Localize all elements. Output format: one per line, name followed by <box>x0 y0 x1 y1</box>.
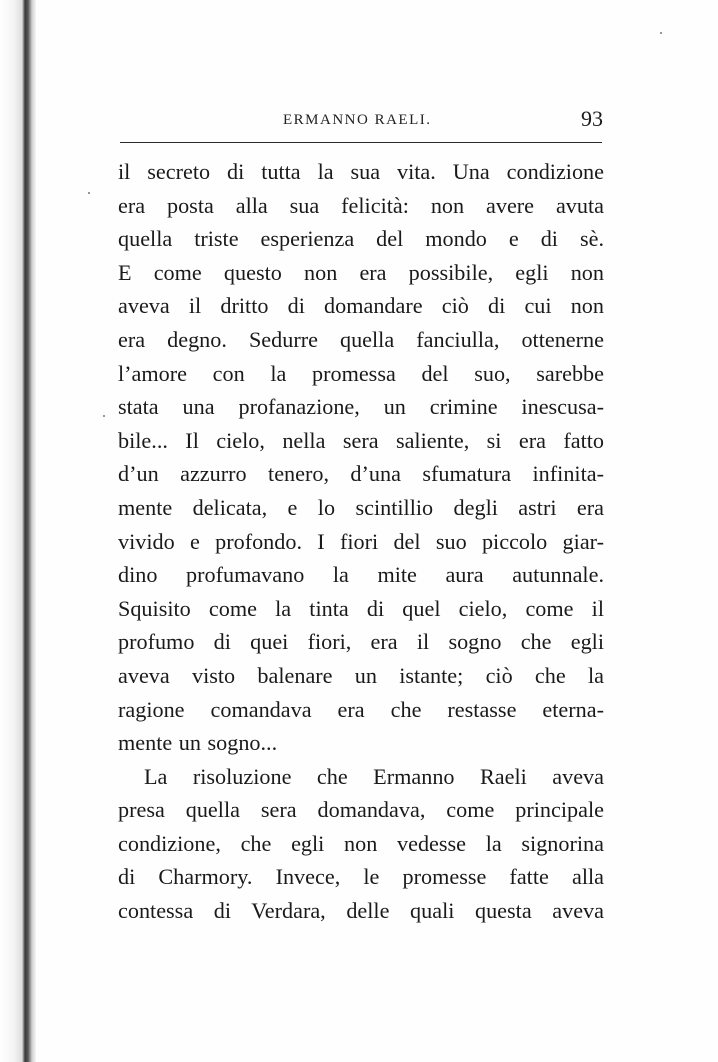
paper-speck <box>103 415 105 417</box>
text-line: mente delicata, e lo scintillio degli astri era <box>118 494 604 520</box>
running-title: ERMANNO RAELI. <box>283 112 432 128</box>
header-rule <box>120 142 602 143</box>
text-line: E come questo non era possibile, egli non <box>118 259 604 285</box>
page-number: 93 <box>581 106 603 131</box>
text-line: La risoluzione che Ermanno Raeli aveva <box>144 763 604 789</box>
text-line: contessa di Verdara, delle quali questa aveva <box>118 898 604 924</box>
body-text <box>118 155 604 928</box>
text-line: profumo di quei fiori, era il sogno che egli <box>118 629 604 655</box>
text-line: dino profumavano la mite aura autunnale. <box>118 562 604 588</box>
text-line: il secreto di tutta la sua vita. Una condizione <box>118 159 604 184</box>
page-header <box>120 104 605 134</box>
text-line: di Charmory. Invece, le promesse fatte alla <box>118 864 604 890</box>
paper-speck <box>660 32 662 34</box>
text-line: aveva il dritto di domandare ciò di cui non <box>118 293 604 319</box>
text-line: mente un sogno... <box>118 730 278 756</box>
text-line: era posta alla sua felicità: non avere avuta <box>118 192 604 218</box>
text-line: l’amore con la promessa del suo, sarebbe <box>118 360 604 386</box>
text-line: era degno. Sedurre quella fanciulla, ottenerne <box>118 326 604 352</box>
text-line: bile... Il cielo, nella sera saliente, si era fatto <box>118 427 604 453</box>
text-line: ragione comandava era che restasse eterna- <box>118 696 604 722</box>
text-line: aveva visto balenare un istante; ciò che la <box>118 662 604 688</box>
text-line: vivido e profondo. I fiori del suo piccolo giar- <box>118 528 604 554</box>
binding-edge <box>0 0 36 1062</box>
text-line: condizione, che egli non vedesse la signorina <box>118 830 604 856</box>
text-line: d’un azzurro tenero, d’una sfumatura infinita- <box>118 461 604 487</box>
paper-speck <box>88 192 90 194</box>
text-line: Squisito come la tinta di quel cielo, come il <box>118 595 604 621</box>
text-line: quella triste esperienza del mondo e di sè. <box>118 226 604 252</box>
text-line: presa quella sera domandava, come principale <box>118 797 604 823</box>
text-line: stata una profanazione, un crimine inescusa- <box>118 394 604 420</box>
